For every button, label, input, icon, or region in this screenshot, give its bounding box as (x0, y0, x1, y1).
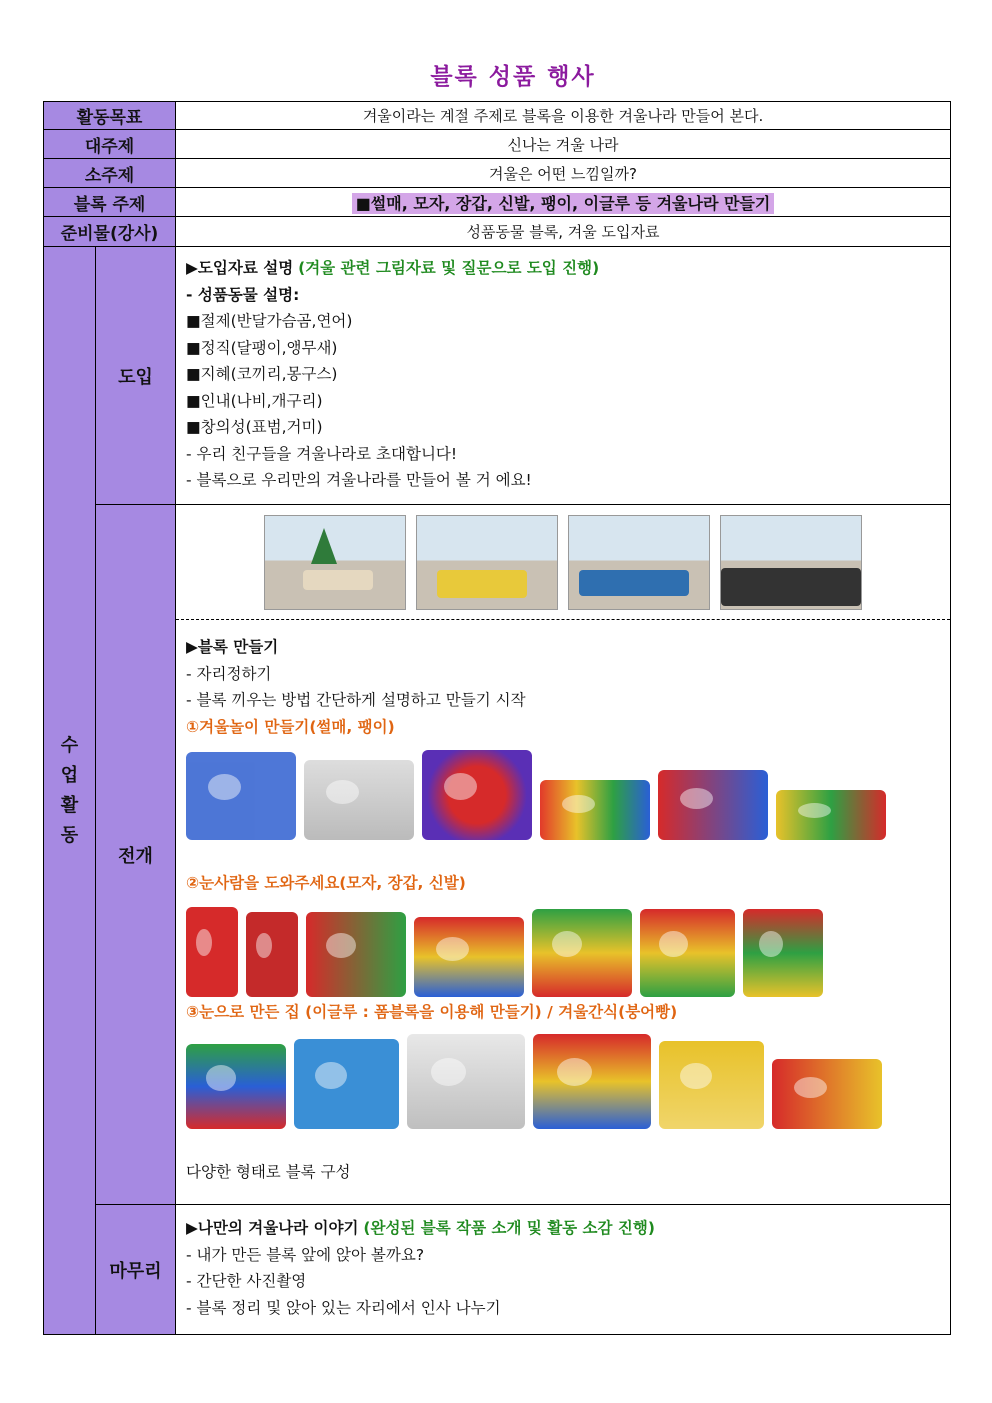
block-theme-value: ■썰매, 모자, 장갑, 신발, 팽이, 이글루 등 겨울나라 만들기 (352, 193, 775, 214)
block-photo (658, 770, 768, 840)
intro-line: - 블록으로 우리만의 겨울나라를 만들어 볼 거 에요! (186, 471, 532, 489)
intro-line: - 우리 친구들을 겨울나라로 초대합니다! (186, 444, 458, 463)
intro-heading-note: (겨울 관련 그림자료 및 질문으로 도입 진행) (298, 259, 600, 277)
development-line: - 자리정하기 (186, 664, 272, 683)
wrapup-label: 마무리 (96, 1205, 176, 1335)
intro-label: 도입 (96, 247, 176, 505)
intro-item: ■정직(달팽이,앵무새) (186, 338, 338, 357)
development-closing: 다양한 형태로 블록 구성 (186, 1163, 351, 1181)
activity-label: 수 업 활 동 (44, 247, 96, 1335)
classroom-photo (720, 515, 862, 610)
classroom-photo (264, 515, 406, 610)
development-heading: ▶블록 만들기 (186, 638, 279, 656)
block-photo (532, 909, 632, 997)
wrapup-line: - 내가 만든 블록 앞에 앉아 볼까요? (186, 1245, 425, 1264)
block-photo (659, 1041, 764, 1129)
block-photo (533, 1034, 651, 1129)
block-photos-row3 (186, 1029, 940, 1129)
intro-sub: - 성품동물 설명: (186, 285, 300, 304)
block-photo (743, 909, 823, 997)
block-photo (186, 1044, 286, 1129)
page-title: 블록 성품 행사 (430, 64, 596, 90)
row-goal (44, 102, 951, 130)
block-photo (186, 907, 238, 997)
block-photo (640, 909, 735, 997)
sub-theme-label: 소주제 (44, 159, 176, 188)
classroom-photo (568, 515, 710, 610)
wrapup-heading: ▶나만의 겨울나라 이야기 (186, 1219, 359, 1237)
goal-value: 겨울이라는 계절 주제로 블록을 이용한 겨울나라 만들어 본다. (176, 102, 951, 130)
intro-item: ■절제(반달가슴곰,연어) (186, 312, 353, 330)
block-photo (294, 1039, 399, 1129)
block-photo (422, 750, 532, 840)
materials-value: 성품동물 블록, 겨울 도입자료 (176, 217, 951, 247)
block-photo (186, 752, 296, 840)
intro-item: ■인내(나비,개구리) (186, 391, 323, 410)
block-photo (407, 1034, 525, 1129)
main-theme-label: 대주제 (44, 130, 176, 159)
section-heading: ②눈사람을 도와주세요(모자, 장갑, 신발) (186, 874, 466, 892)
wrapup-line: - 블록 정리 및 앉아 있는 자리에서 인사 나누기 (186, 1298, 501, 1317)
classroom-photo (416, 515, 558, 610)
goal-label: 활동목표 (44, 102, 176, 130)
development-label: 전개 (96, 505, 176, 1205)
lesson-plan-table (43, 101, 951, 1335)
row-sub-theme (44, 159, 951, 188)
wrapup-heading-note: (완성된 블록 작품 소개 및 활동 소감 진행) (363, 1219, 655, 1237)
row-intro (44, 247, 951, 505)
materials-label: 준비물(강사) (44, 217, 176, 247)
block-theme-label: 블록 주제 (44, 188, 176, 217)
classroom-photos (176, 505, 950, 619)
development-line: - 블록 끼우는 방법 간단하게 설명하고 만들기 시작 (186, 691, 526, 709)
intro-item: ■지혜(코끼리,몽구스) (186, 365, 338, 383)
block-photo (304, 760, 414, 840)
row-block-theme (44, 188, 951, 217)
block-photo (246, 912, 298, 997)
block-photo (540, 780, 650, 840)
block-photo (772, 1059, 882, 1129)
section-heading: ③눈으로 만든 집 (이글루 : 폼블록을 이용해 만들기) / 겨울간식(붕어빵) (186, 1002, 678, 1021)
row-main-theme (44, 130, 951, 159)
section-heading: ①겨울놀이 만들기(썰매, 팽이) (186, 717, 395, 736)
row-materials (44, 217, 951, 247)
block-photos-row1 (186, 744, 940, 840)
block-photo (776, 790, 886, 840)
block-photos-row2 (186, 901, 940, 997)
block-photo (306, 912, 406, 997)
block-photo (414, 917, 524, 997)
row-development (44, 505, 951, 1205)
sub-theme-value: 겨울은 어떤 느낌일까? (176, 159, 951, 188)
row-wrapup (44, 1205, 951, 1335)
intro-heading: ▶도입자료 설명 (186, 259, 294, 277)
main-theme-value: 신나는 겨울 나라 (176, 130, 951, 159)
wrapup-line: - 간단한 사진촬영 (186, 1272, 307, 1290)
intro-item: ■창의성(표범,거미) (186, 418, 323, 436)
